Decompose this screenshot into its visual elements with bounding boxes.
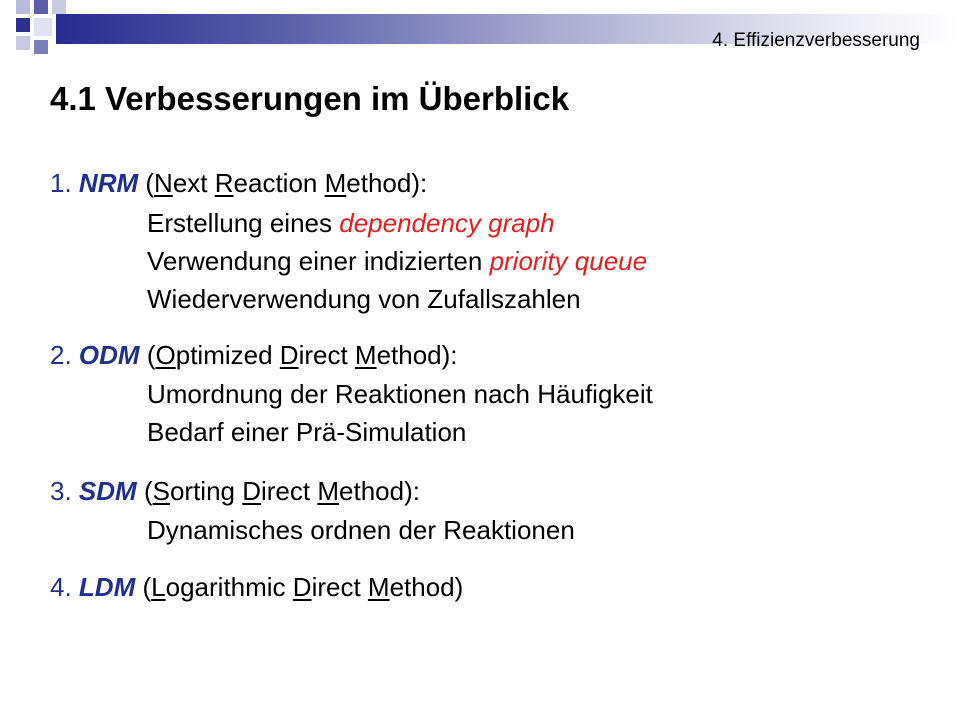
decor-square <box>34 0 48 14</box>
item-1-label: 1. NRM <box>50 168 139 198</box>
item-4-heading: 4. LDM (Logarithmic Direct Method) <box>50 572 464 602</box>
item-3-label: 3. SDM <box>50 476 137 506</box>
item-1-line-3: Wiederverwendung von Zufallszahlen <box>147 284 581 314</box>
item-2-line-1: Umordnung der Reaktionen nach Häufigkeit <box>147 379 653 409</box>
item-2-line-2: Bedarf einer Prä-Simulation <box>147 417 467 447</box>
item-1-line-2: Verwendung einer indizierten priority queue <box>147 246 648 276</box>
item-2-label: 2. ODM <box>50 340 140 370</box>
item-3-heading: 3. SDM (Sorting Direct Method): <box>50 476 420 506</box>
item-1-heading: 1. NRM (Next Reaction Method): <box>50 168 428 198</box>
item-4-label: 4. LDM <box>50 572 136 602</box>
section-label: 4. Effizienzverbesserung <box>712 30 920 51</box>
decor-square <box>34 40 48 54</box>
decor-square <box>16 18 30 32</box>
item-3-line-1: Dynamisches ordnen der Reaktionen <box>147 515 575 545</box>
item-1-line-1: Erstellung eines dependency graph <box>147 208 555 238</box>
decor-square <box>16 36 30 50</box>
decor-square <box>34 18 52 36</box>
decor-square <box>52 0 66 14</box>
item-2-heading: 2. ODM (Optimized Direct Method): <box>50 340 458 370</box>
slide-title: 4.1 Verbesserungen im Überblick <box>50 80 570 117</box>
decor-square <box>16 0 30 14</box>
